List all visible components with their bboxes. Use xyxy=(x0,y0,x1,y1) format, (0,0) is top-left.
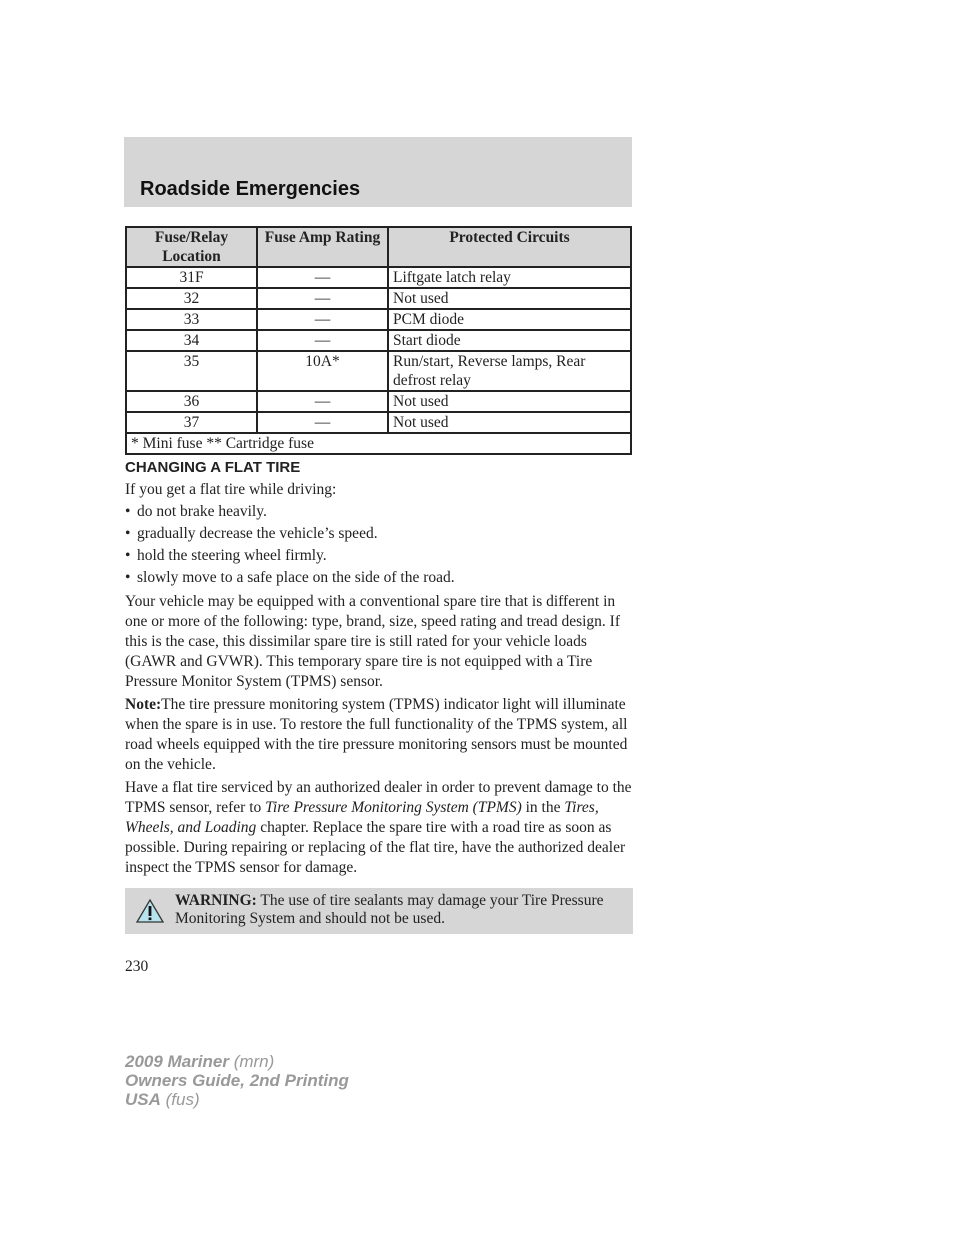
cell: Not used xyxy=(388,391,631,412)
cross-reference: Tire Pressure Monitoring System (TPMS) xyxy=(265,799,522,816)
warning-triangle-icon xyxy=(135,898,165,924)
cell: Run/start, Reverse lamps, Rear defrost relay xyxy=(388,351,631,391)
intro-text: If you get a flat tire while driving: xyxy=(125,481,337,498)
cell: — xyxy=(257,412,388,433)
table-row xyxy=(126,288,631,309)
section-header xyxy=(124,137,632,207)
list-item: • gradually decrease the vehicle’s speed. xyxy=(125,525,378,542)
table-footnote-row xyxy=(126,433,631,454)
cell: — xyxy=(257,391,388,412)
footer-market: USA xyxy=(125,1090,161,1109)
fuse-table xyxy=(125,226,632,455)
table-footnote: * Mini fuse ** Cartridge fuse xyxy=(126,433,631,454)
footer-code: (fus) xyxy=(165,1090,200,1109)
list-item-text: hold the steering wheel firmly. xyxy=(137,547,327,564)
note-text: The tire pressure monitoring system (TPMS) indicator light will illuminate when the spare is in use. To restore the full functionality of the TPMS system, all road wheels equipped with the tire pressure monitoring sensors must be mounted on the vehicle. xyxy=(125,696,628,773)
content-flow xyxy=(125,457,633,976)
note-paragraph xyxy=(125,695,633,775)
cell: — xyxy=(257,288,388,309)
warning-text: The use of tire sealants may damage your Tire Pressure Monitoring System and should not be used. xyxy=(175,892,604,927)
table-row xyxy=(126,412,631,433)
cell: — xyxy=(257,309,388,330)
footer-code: (mrn) xyxy=(233,1052,275,1071)
warning-box xyxy=(125,888,633,934)
cell: — xyxy=(257,267,388,288)
cell: — xyxy=(257,330,388,351)
cross-reference: Tires, Wheels, and Loading xyxy=(125,799,599,836)
paragraph xyxy=(125,778,633,878)
table-header-row xyxy=(126,227,631,267)
table-row xyxy=(126,309,631,330)
list-item-text: do not brake heavily. xyxy=(137,503,267,520)
text: chapter. Replace the spare tire with a road tire as soon as possible. During repairing or replacing of the flat tire, have the authorized dealer inspect the TPMS sensor for damage. xyxy=(125,819,626,876)
cell: Not used xyxy=(388,412,631,433)
table-row xyxy=(126,267,631,288)
text: in the xyxy=(521,799,565,816)
list-item-text: slowly move to a safe place on the side of the road. xyxy=(137,569,455,586)
cell: 10A* xyxy=(257,351,388,391)
table-row xyxy=(126,391,631,412)
cell: PCM diode xyxy=(388,309,631,330)
section-heading: CHANGING A FLAT TIRE xyxy=(125,459,301,476)
table-row xyxy=(126,330,631,351)
column-header: Protected Circuits xyxy=(388,227,631,267)
table-row xyxy=(126,351,631,391)
list-item: • hold the steering wheel firmly. xyxy=(125,547,327,564)
cell: 34 xyxy=(126,330,257,351)
list-item: • do not brake heavily. xyxy=(125,503,267,520)
paragraph: Your vehicle may be equipped with a conventional spare tire that is different in one or more of the following: type, brand, size, speed rating and tread design. If this is the case, this dissimilar spare tire is still rated for your vehicle loads (GAWR and GVWR). This temporary spare tire is not equipped with a Tire Pressure Monitor System (TPMS) sensor. xyxy=(125,593,620,690)
list-item-text: gradually decrease the vehicle’s speed. xyxy=(137,525,378,542)
cell: 33 xyxy=(126,309,257,330)
column-header: Fuse Amp Rating xyxy=(257,227,388,267)
cell: Start diode xyxy=(388,330,631,351)
warning-label: WARNING: xyxy=(175,892,257,909)
page-number: 230 xyxy=(125,958,149,975)
list-item: • slowly move to a safe place on the side of the road. xyxy=(125,569,455,586)
footer-model: 2009 Mariner xyxy=(125,1052,229,1071)
cell: 31F xyxy=(126,267,257,288)
footer xyxy=(125,1052,349,1109)
note-label: Note: xyxy=(125,696,162,713)
footer-edition: Owners Guide, 2nd Printing xyxy=(125,1071,349,1090)
cell: 32 xyxy=(126,288,257,309)
cell: 35 xyxy=(126,351,257,391)
cell: Not used xyxy=(388,288,631,309)
cell: Liftgate latch relay xyxy=(388,267,631,288)
section-title: Roadside Emergencies xyxy=(140,178,361,200)
text: Have a flat tire serviced by an authorized dealer in order to prevent damage to the TPMS sensor, refer to xyxy=(125,779,632,816)
cell: 36 xyxy=(126,391,257,412)
cell: 37 xyxy=(126,412,257,433)
column-header: Fuse/Relay Location xyxy=(126,227,257,267)
